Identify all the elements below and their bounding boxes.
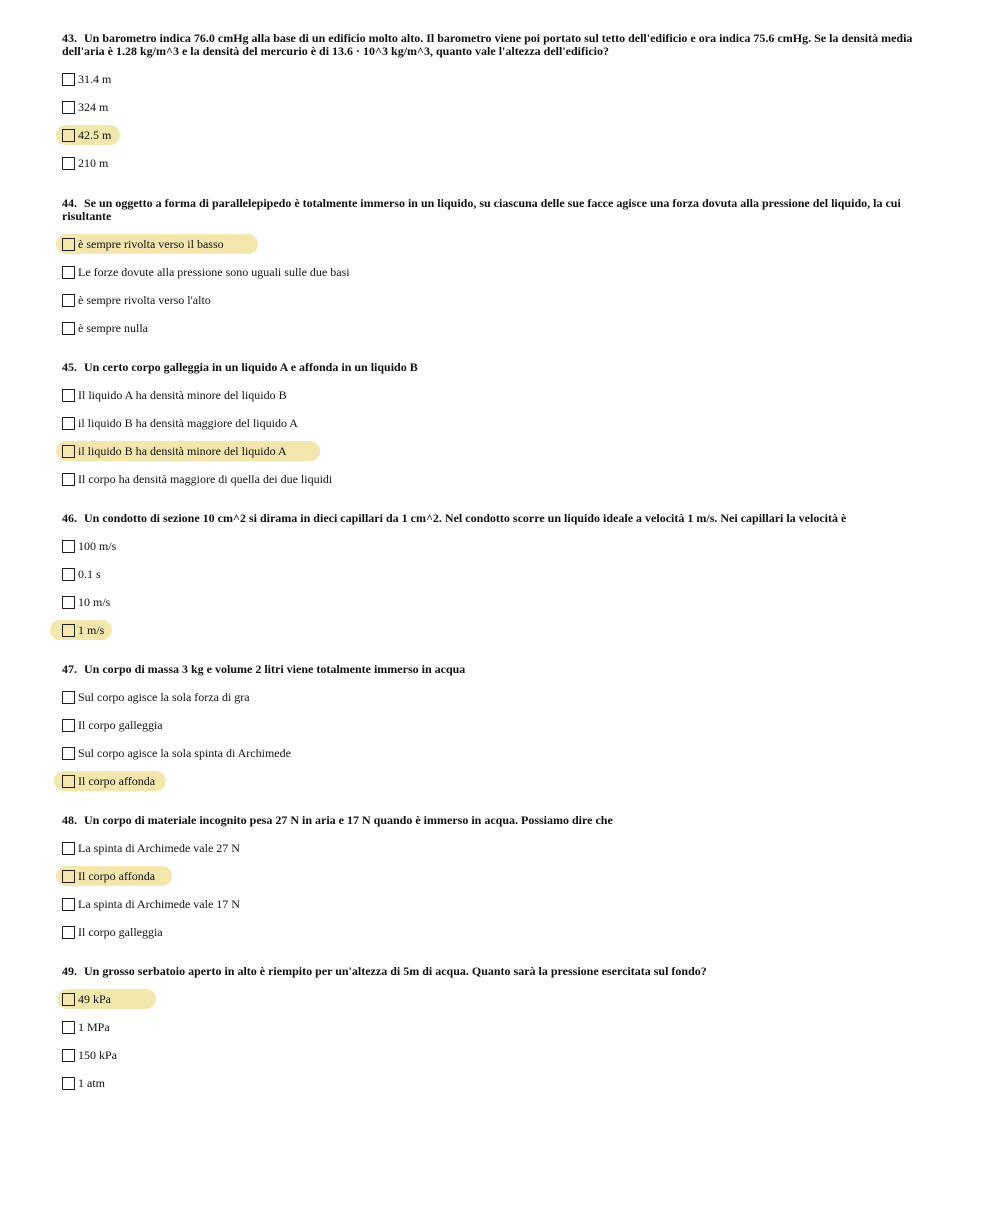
question-text: 43. Un barometro indica 76.0 cmHg alla base di un edificio molto alto. Il barometro viene poi portato sul tetto dell'edificio e ora indica 75.6 cmHg. Se la densità media dell'aria è 1.28 kg/m^3 e la densità del mercurio è di 13.6 · 10^3 kg/m^3, quanto vale l'altezza dell'edificio? (62, 31, 913, 58)
option-label: Sul corpo agisce la sola spinta di Archimede (78, 745, 291, 760)
option-label: è sempre rivolta verso l'alto (78, 292, 211, 307)
answer-checkbox[interactable] (62, 238, 75, 251)
option-label: Le forze dovute alla pressione sono uguali sulle due basi (78, 264, 350, 279)
answer-option[interactable] (62, 65, 938, 93)
answer-option-highlighted[interactable] (62, 616, 938, 644)
option-label: 49 kPa (78, 991, 111, 1006)
question-number: 44. (62, 196, 77, 210)
option-label: 31.4 m (78, 71, 112, 86)
answer-checkbox[interactable] (62, 389, 75, 402)
answer-option-highlighted[interactable] (62, 767, 938, 795)
answer-checkbox[interactable] (62, 568, 75, 581)
answer-checkbox[interactable] (62, 691, 75, 704)
question-47 (62, 663, 938, 795)
option-label: 1 MPa (78, 1019, 110, 1034)
option-label: il liquido B ha densità maggiore del liquido A (78, 415, 298, 430)
option-label: Il corpo affonda (78, 773, 156, 788)
option-label: 210 m (78, 155, 109, 170)
answer-checkbox[interactable] (62, 73, 75, 86)
question-text: 48. Un corpo di materiale incognito pesa 27 N in aria e 17 N quando è immerso in acqua. Possiamo dire che (62, 813, 613, 827)
question-text: 46. Un condotto di sezione 10 cm^2 si dirama in dieci capillari da 1 cm^2. Nel condotto scorre un liquido ideale a velocità 1 m/s. Nei capillari la velocità è (62, 511, 847, 525)
option-label: 0.1 s (78, 566, 101, 581)
answer-checkbox[interactable] (62, 993, 75, 1006)
question-45 (62, 361, 938, 493)
question-text: 49. Un grosso serbatoio aperto in alto è riempito per un'altezza di 5m di acqua. Quanto sarà la pressione esercitata sul fondo? (62, 964, 707, 978)
answer-option[interactable] (62, 286, 938, 314)
question-number: 48. (62, 813, 77, 827)
answer-option[interactable] (62, 1013, 938, 1041)
question-text: 47. Un corpo di massa 3 kg e volume 2 litri viene totalmente immerso in acqua (62, 662, 466, 676)
answer-option-highlighted[interactable] (62, 230, 938, 258)
answer-option-highlighted[interactable] (62, 121, 938, 149)
question-text: 45. Un certo corpo galleggia in un liquido A e affonda in un liquido B (62, 360, 418, 374)
answer-option[interactable] (62, 739, 938, 767)
answer-option-highlighted[interactable] (62, 985, 938, 1013)
answer-option-highlighted[interactable] (62, 862, 938, 890)
answer-checkbox[interactable] (62, 842, 75, 855)
answer-option[interactable] (62, 890, 938, 918)
option-label: Il corpo galleggia (78, 924, 163, 939)
answer-checkbox[interactable] (62, 1077, 75, 1090)
answer-option-highlighted[interactable] (62, 437, 938, 465)
question-number: 46. (62, 511, 77, 525)
option-label: Il corpo ha densità maggiore di quella dei due liquidi (78, 471, 333, 486)
question-44 (62, 197, 938, 342)
answer-option[interactable] (62, 532, 938, 560)
answer-option[interactable] (62, 711, 938, 739)
answer-checkbox[interactable] (62, 926, 75, 939)
answer-checkbox[interactable] (62, 417, 75, 430)
answer-checkbox[interactable] (62, 596, 75, 609)
option-label: 10 m/s (78, 594, 111, 609)
answer-checkbox[interactable] (62, 445, 75, 458)
option-label: Il corpo affonda (78, 868, 156, 883)
option-label: 1 m/s (78, 622, 105, 637)
answer-checkbox[interactable] (62, 898, 75, 911)
answer-checkbox[interactable] (62, 870, 75, 883)
option-label: il liquido B ha densità minore del liquido A (78, 443, 287, 458)
answer-option[interactable] (62, 258, 938, 286)
answer-checkbox[interactable] (62, 157, 75, 170)
answer-checkbox[interactable] (62, 747, 75, 760)
answer-checkbox[interactable] (62, 473, 75, 486)
answer-option[interactable] (62, 465, 938, 493)
question-number: 49. (62, 964, 77, 978)
question-49 (62, 965, 938, 1097)
answer-checkbox[interactable] (62, 1021, 75, 1034)
answer-option[interactable] (62, 834, 938, 862)
option-label: è sempre nulla (78, 320, 148, 335)
option-label: Sul corpo agisce la sola forza di gra (78, 689, 250, 704)
option-label: La spinta di Archimede vale 17 N (78, 896, 240, 911)
answer-checkbox[interactable] (62, 129, 75, 142)
question-46 (62, 512, 938, 644)
question-43 (62, 32, 938, 177)
question-48 (62, 814, 938, 946)
answer-checkbox[interactable] (62, 322, 75, 335)
option-label: 42.5 m (78, 127, 112, 142)
answer-checkbox[interactable] (62, 294, 75, 307)
question-number: 45. (62, 360, 77, 374)
answer-option[interactable] (62, 560, 938, 588)
option-label: 1 atm (78, 1075, 105, 1090)
answer-option[interactable] (62, 93, 938, 121)
option-label: Il corpo galleggia (78, 717, 163, 732)
option-label: Il liquido A ha densità minore del liquido B (78, 387, 287, 402)
answer-checkbox[interactable] (62, 719, 75, 732)
question-text: 44. Se un oggetto a forma di parallelepipedo è totalmente immerso in un liquido, su ciascuna delle sue facce agisce una forza dovuta alla pressione del liquido, la cui risultante (62, 196, 901, 223)
answer-option[interactable] (62, 1069, 938, 1097)
answer-checkbox[interactable] (62, 540, 75, 553)
answer-checkbox[interactable] (62, 266, 75, 279)
option-label: 324 m (78, 99, 109, 114)
answer-option[interactable] (62, 149, 938, 177)
answer-option[interactable] (62, 409, 938, 437)
question-number: 43. (62, 31, 77, 45)
answer-checkbox[interactable] (62, 101, 75, 114)
option-label: 150 kPa (78, 1047, 117, 1062)
answer-option[interactable] (62, 683, 938, 711)
answer-option[interactable] (62, 381, 938, 409)
answer-option[interactable] (62, 588, 938, 616)
option-label: La spinta di Archimede vale 27 N (78, 840, 240, 855)
answer-checkbox[interactable] (62, 1049, 75, 1062)
answer-option[interactable] (62, 1041, 938, 1069)
question-number: 47. (62, 662, 77, 676)
option-label: è sempre rivolta verso il basso (78, 236, 224, 251)
option-label: 100 m/s (78, 538, 117, 553)
answer-option[interactable] (62, 314, 938, 342)
answer-checkbox[interactable] (62, 624, 75, 637)
answer-checkbox[interactable] (62, 775, 75, 788)
answer-option[interactable] (62, 918, 938, 946)
